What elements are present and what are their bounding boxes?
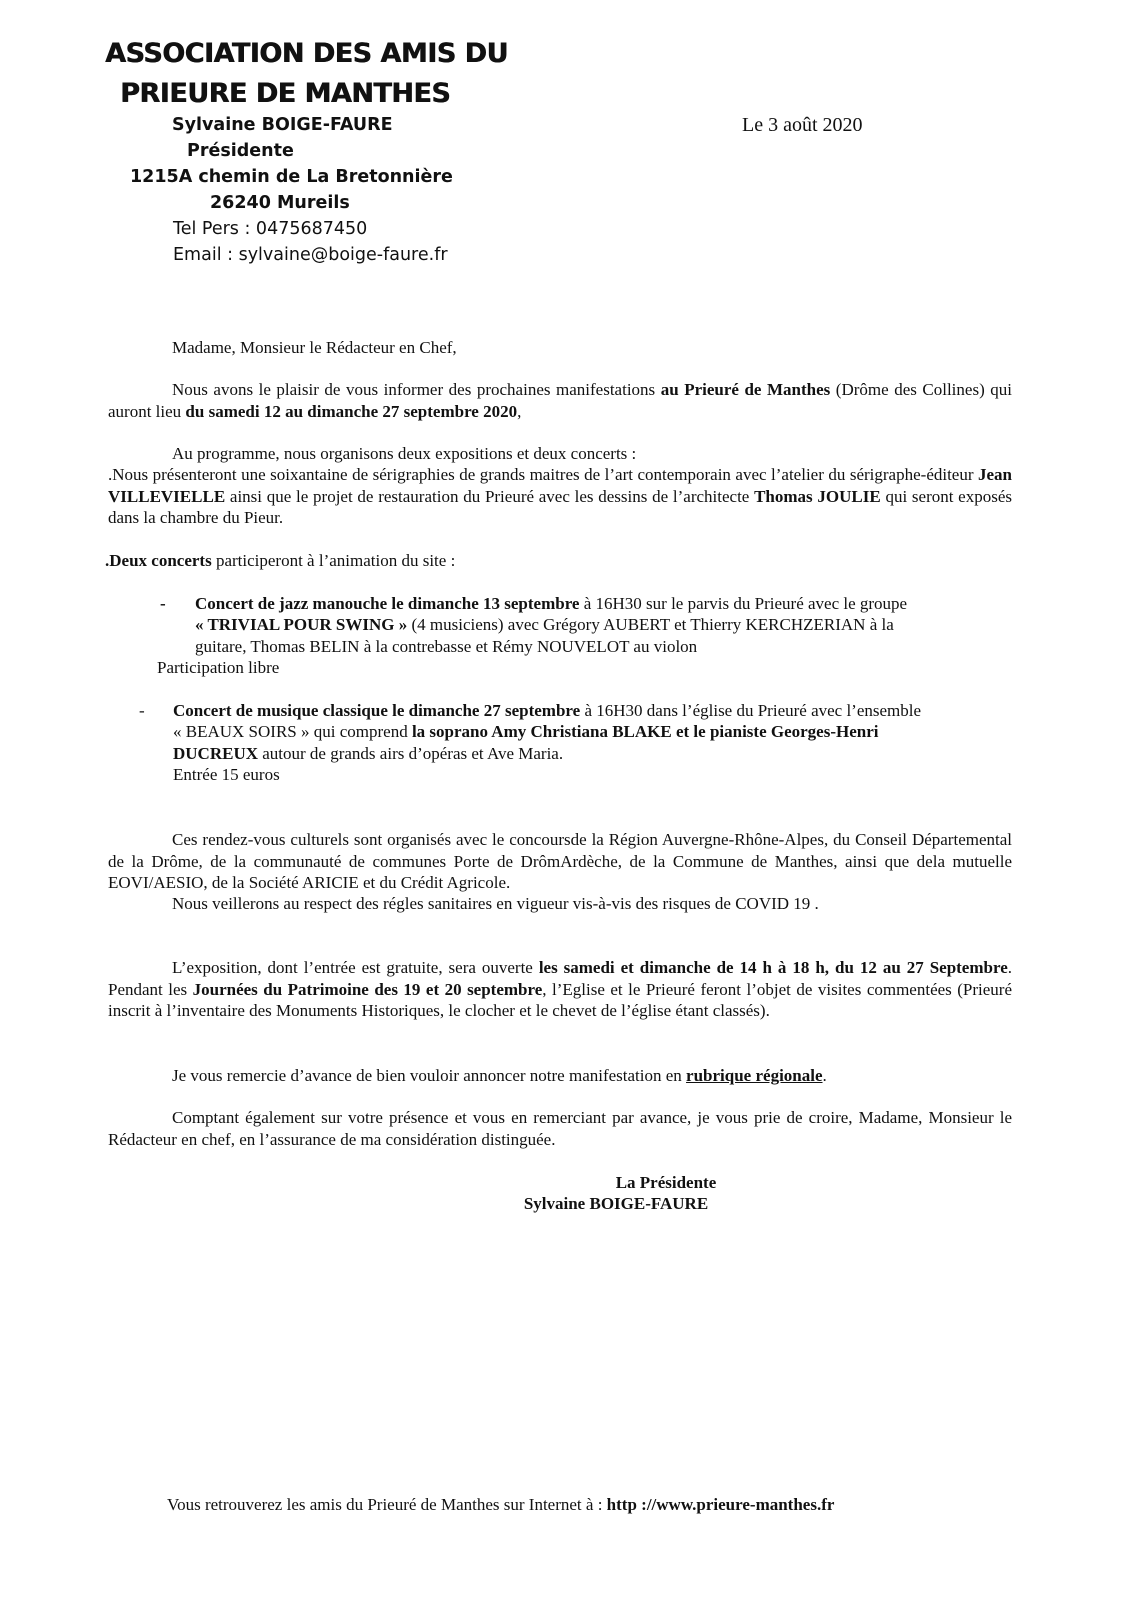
- signature-role: La Présidente: [615, 1173, 717, 1192]
- concert1-line1: Concert de jazz manouche le dimanche 13 septembre à 16H30 sur le parvis du Prieuré avec le groupe: [195, 594, 908, 613]
- request-line: Je vous remercie d’avance de bien vouloir annoncer notre manifestation en rubrique régionale.: [172, 1066, 827, 1085]
- closing-paragraph: Comptant également sur votre présence et vous en remerciant par avance, je vous prie de croire, Madame, Monsieur le Rédacteur en chef, en l’assurance de ma considération distinguée.: [108, 1108, 1012, 1149]
- sender-role: Présidente: [187, 141, 294, 161]
- concert1-line2: « TRIVIAL POUR SWING » (4 musiciens) avec Grégory AUBERT et Thierry KERCHZERIAN à la: [195, 615, 894, 634]
- sender-street: 1215A chemin de La Bretonnière: [130, 167, 453, 187]
- concert2-line2: « BEAUX SOIRS » qui comprend la soprano Amy Christiana BLAKE et le pianiste Georges-Henri: [173, 722, 879, 741]
- partners-paragraph: Ces rendez-vous culturels sont organisés avec le concoursde la Région Auvergne-Rhône-Alpes, du Conseil Départemental de la Drôme, de la communauté de communes Porte de DrômArdèche, de la Commune de Manthes, ainsi que dela mutuelle EOVI/AESIO, de la Société ARICIE et du Crédit Agricole.: [108, 830, 1012, 892]
- association-title-line1: ASSOCIATION DES AMIS DU: [105, 38, 508, 69]
- concert2-line3: DUCREUX autour de grands airs d’opéras et Ave Maria.: [173, 744, 564, 763]
- sender-name: Sylvaine BOIGE-FAURE: [172, 115, 393, 135]
- sender-city: 26240 Mureils: [210, 193, 350, 213]
- concert2-line1: Concert de musique classique le dimanche 27 septembre à 16H30 dans l’église du Prieuré avec l’ensemble: [173, 701, 922, 720]
- association-title-line2: PRIEURE DE MANTHES: [120, 78, 451, 109]
- intro-paragraph: Nous avons le plaisir de vous informer des prochaines manifestations au Prieuré de Manthes (Drôme des Collines) qui auront lieu du samedi 12 au dimanche 27 septembre 2020,: [108, 380, 1012, 421]
- concert1-dash: -: [160, 594, 166, 613]
- salutation: Madame, Monsieur le Rédacteur en Chef,: [172, 338, 457, 357]
- letter-date: Le 3 août 2020: [742, 114, 863, 136]
- footer-line: Vous retrouverez les amis du Prieuré de Manthes sur Internet à : http ://www.prieure-manthes.fr: [167, 1495, 835, 1514]
- expo-paragraph: L’exposition, dont l’entrée est gratuite, sera ouverte les samedi et dimanche de 14 h à 18 h, du 12 au 27 Septembre. Pendant les Journées du Patrimoine des 19 et 20 septembre, l’Eglise et le Prieuré feront l’objet de visites commentées (Prieuré inscrit à l’inventaire des Monuments Historiques, le clocher et le chevet de l’église étant classés).: [108, 958, 1013, 1020]
- signature-name: Sylvaine BOIGE-FAURE: [523, 1194, 709, 1213]
- programme-paragraph: .Nous présenteront une soixantaine de sérigraphies de grands maitres de l’art contemporain avec l’atelier du sérigraphe-éditeur Jean VILLEVIELLE ainsi que le projet de restauration du Prieuré avec les dessins de l’architecte Thomas JOULIE qui seront exposés dans la chambre du Pieur.: [108, 465, 1013, 527]
- sender-email: Email : sylvaine@boige-faure.fr: [173, 245, 448, 265]
- concert1-note: Participation libre: [157, 658, 280, 677]
- programme-intro: Au programme, nous organisons deux expositions et deux concerts :: [172, 444, 637, 463]
- sender-phone: Tel Pers : 0475687450: [173, 219, 368, 239]
- concert2-note: Entrée 15 euros: [173, 765, 280, 784]
- concert2-dash: -: [139, 701, 145, 720]
- website-link[interactable]: http ://www.prieure-manthes.fr: [606, 1495, 835, 1514]
- concerts-intro: .Deux concerts participeront à l’animation du site :: [105, 551, 456, 570]
- concert1-line3: guitare, Thomas BELIN à la contrebasse et Rémy NOUVELOT au violon: [195, 637, 698, 656]
- covid-notice: Nous veillerons au respect des régles sanitaires en vigueur vis-à-vis des risques de COVID 19 .: [172, 894, 819, 913]
